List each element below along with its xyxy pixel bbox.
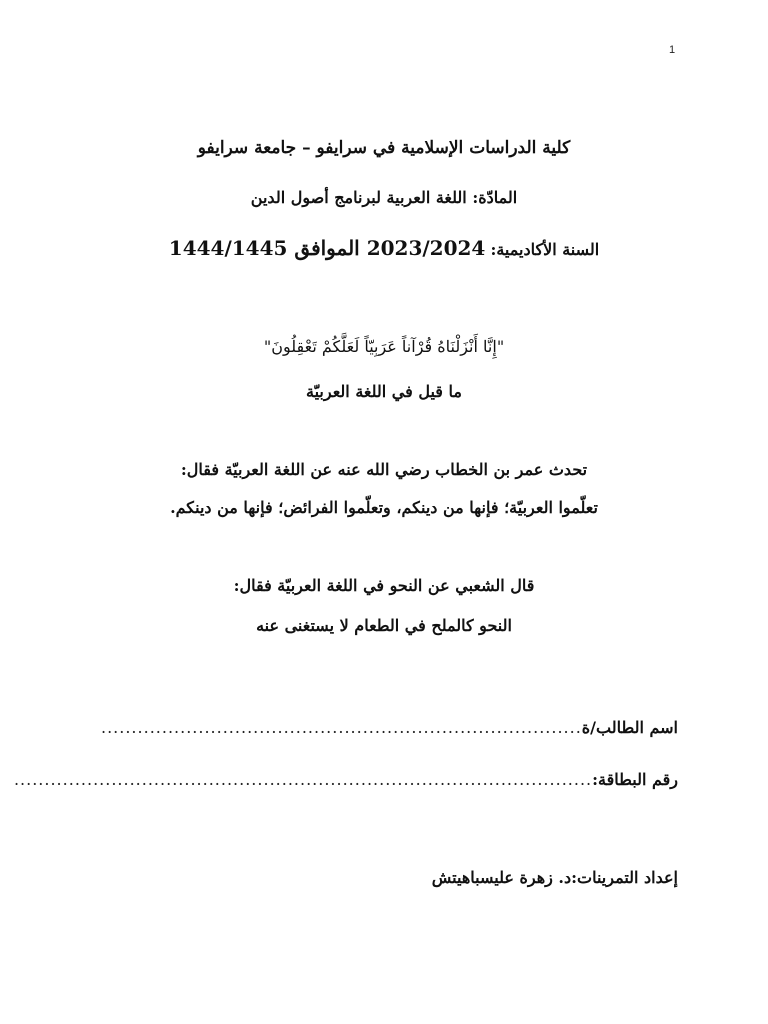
prepared-by: إعداد التمرينات:د. زهرة عليسباهيتش (431, 868, 678, 887)
shabi-quote-text: النحو كالملح في الطعام لا يستغنى عنه (256, 616, 512, 635)
umar-quote-intro: تحدث عمر بن الخطاب رضي الله عنه عن اللغة العربيّة فقال: (180, 460, 588, 479)
card-number-label: رقم البطاقة: (592, 770, 678, 789)
subject-heading: المادّة: اللغة العربية لبرنامج أصول الدين (250, 188, 518, 207)
page-number: 1 (668, 44, 676, 56)
section-title: ما قيل في اللغة العربيّة (306, 382, 462, 401)
quran-verse: "إِنَّا أَنْزَلْنَاهُ قُرْآناً عَرَبِيّاً لَعَلَّكُمْ تَعْقِلُونَ" (263, 337, 505, 356)
academic-year (0, 236, 768, 260)
academic-year-label: السنة الأكاديمية: (490, 240, 600, 259)
student-name-field[interactable] (98, 718, 678, 737)
shabi-quote-intro: قال الشعبي عن النحو في اللغة العربيّة فقال: (233, 576, 535, 595)
student-name-blank[interactable]: ............................................................................... (101, 718, 582, 737)
student-name-label: اسم الطالب/ة (581, 718, 678, 737)
academic-year-value: 2023/2024 الموافق 1444/1445 (168, 236, 486, 260)
card-number-blank[interactable]: ............................................................................................... (13, 770, 593, 789)
card-number-field[interactable] (13, 770, 678, 789)
umar-quote-text: تعلّموا العربيّة؛ فإنها من دينكم، وتعلّموا الفرائض؛ فإنها من دينكم. (170, 498, 598, 517)
institution-heading: كلية الدراسات الإسلامية في سرايفو – جامعة سرايفو (197, 138, 571, 158)
